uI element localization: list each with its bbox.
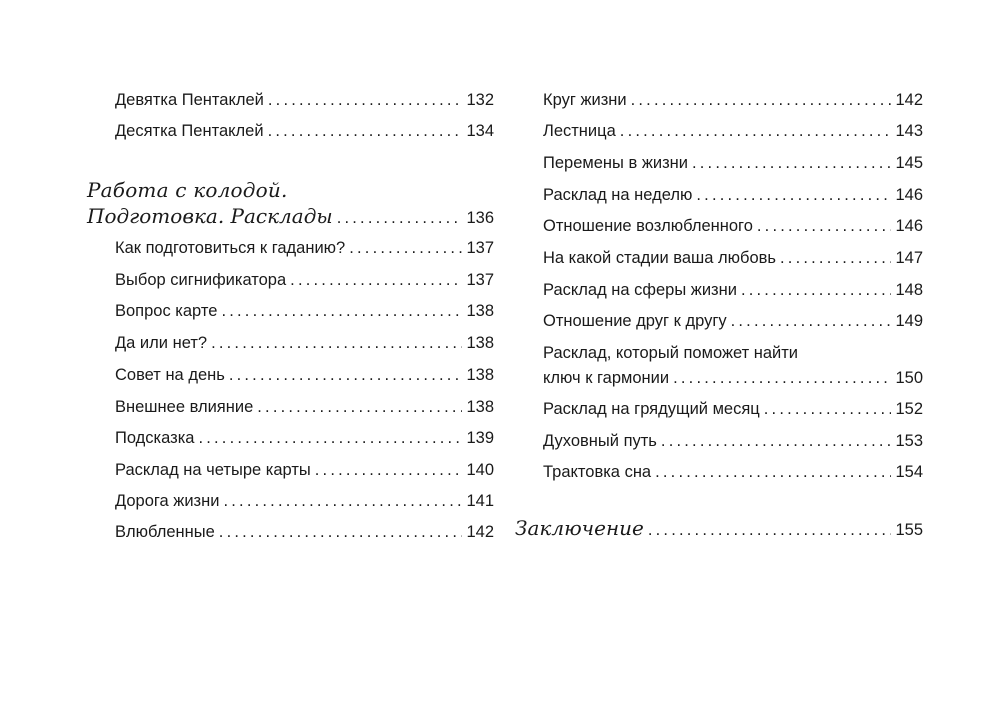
toc-entry-label: Вопрос карте	[115, 302, 218, 320]
toc-entry-label: Расклад на четыре карты	[115, 461, 311, 479]
section-title-line[interactable]	[87, 204, 494, 228]
conclusion-page: 155	[895, 521, 923, 539]
toc-entry[interactable]	[543, 121, 923, 141]
toc-entry-page: 149	[895, 312, 923, 330]
leader-dots	[198, 428, 462, 448]
toc-entry-label: Расклад на грядущий месяц	[543, 400, 760, 418]
toc-entry-page: 142	[466, 523, 494, 541]
leader-dots	[221, 301, 462, 321]
toc-entry[interactable]	[543, 153, 923, 173]
leader-dots	[741, 280, 892, 300]
toc-entry-page: 152	[895, 400, 923, 418]
toc-entry-label: Трактовка сна	[543, 463, 652, 481]
leader-dots	[315, 460, 463, 480]
toc-entry-label: Десятка Пентаклей	[115, 122, 264, 140]
leader-dots	[223, 491, 462, 511]
toc-entry-label: Подсказка	[115, 429, 195, 447]
leader-dots	[757, 216, 892, 236]
section-title-label: Подготовка. Расклады	[87, 204, 333, 228]
toc-entry-label: Дорога жизни	[115, 492, 220, 510]
conclusion-title: Заключение	[515, 516, 644, 540]
toc-entry-page: 140	[466, 461, 494, 479]
toc-entry[interactable]	[543, 280, 923, 300]
toc-entry-page: 154	[895, 463, 923, 481]
toc-entry-label: Как подготовиться к гаданию?	[115, 239, 346, 257]
toc-entry-page: 137	[466, 271, 494, 289]
toc-entry-page: 143	[895, 122, 923, 140]
toc-entry-label: Внешнее влияние	[115, 398, 254, 416]
leader-dots	[673, 368, 891, 388]
toc-entry-page: 150	[895, 369, 923, 387]
toc-entry[interactable]	[115, 90, 494, 110]
toc-entry-page: 147	[895, 249, 923, 267]
toc-entry[interactable]	[115, 301, 494, 321]
leader-dots	[290, 270, 462, 290]
toc-entry[interactable]	[115, 460, 494, 480]
leader-dots	[696, 185, 891, 205]
leader-dots	[731, 311, 892, 331]
leader-dots	[257, 397, 462, 417]
leader-dots	[337, 209, 463, 228]
toc-entry[interactable]	[115, 397, 494, 417]
toc-entry-page: 138	[466, 302, 494, 320]
toc-entry-label: Выбор сигнификатора	[115, 271, 287, 289]
toc-entry-page: 142	[895, 91, 923, 109]
leader-dots	[764, 399, 892, 419]
toc-entry-label: Расклад на неделю	[543, 186, 693, 204]
toc-entry[interactable]	[543, 399, 923, 419]
toc-entry[interactable]	[115, 491, 494, 511]
toc-entry-label: Расклад на сферы жизни	[543, 281, 737, 299]
toc-entry[interactable]	[115, 270, 494, 290]
toc-entry-label: Круг жизни	[543, 91, 627, 109]
toc-entry-page: 138	[466, 366, 494, 384]
leader-dots	[620, 121, 892, 141]
leader-dots	[219, 522, 463, 542]
toc-entry-page: 145	[895, 154, 923, 172]
toc-entry-label: Да или нет?	[115, 334, 208, 352]
toc-entry-label: Лестница	[543, 122, 616, 140]
toc-entry-label: Перемены в жизни	[543, 154, 688, 172]
toc-entry-page: 139	[466, 429, 494, 447]
toc-entry-label: Отношение возлюбленного	[543, 217, 753, 235]
section-title: Работа с колодой.	[87, 178, 288, 202]
leader-dots	[692, 153, 892, 173]
toc-entry[interactable]	[115, 428, 494, 448]
toc-entry[interactable]	[543, 311, 923, 331]
leader-dots	[211, 333, 462, 353]
toc-entry[interactable]	[115, 522, 494, 542]
toc-entry[interactable]	[543, 248, 923, 268]
conclusion-entry[interactable]	[515, 516, 923, 540]
toc-entry-label: Отношение друг к другу	[543, 312, 727, 330]
toc-entry-page: 141	[466, 492, 494, 510]
toc-entry-label: Девятка Пентаклей	[115, 91, 264, 109]
toc-entry-page: 132	[466, 91, 494, 109]
toc-entry[interactable]	[543, 216, 923, 236]
leader-dots	[349, 238, 462, 258]
toc-entry-label: На какой стадии ваша любовь	[543, 249, 777, 267]
toc-entry-label: Влюбленные	[115, 523, 215, 541]
leader-dots	[229, 365, 463, 385]
leader-dots	[268, 90, 463, 110]
toc-entry-page: 148	[895, 281, 923, 299]
leader-dots	[631, 90, 892, 110]
toc-entry[interactable]	[543, 90, 923, 110]
toc-entry-label: ключ к гармонии	[543, 369, 670, 387]
toc-entry[interactable]	[543, 368, 923, 388]
toc-entry[interactable]	[543, 431, 923, 451]
leader-dots	[268, 121, 463, 141]
toc-entry-page: 134	[466, 122, 494, 140]
toc-entry[interactable]	[115, 121, 494, 141]
toc-entry[interactable]	[115, 238, 494, 258]
toc-entry-label: Духовный путь	[543, 432, 657, 450]
leader-dots	[648, 521, 892, 540]
section-page: 136	[466, 209, 494, 227]
toc-entry[interactable]	[115, 333, 494, 353]
toc-entry-page: 146	[895, 217, 923, 235]
toc-entry-page: 153	[895, 432, 923, 450]
leader-dots	[780, 248, 891, 268]
toc-entry-page: 138	[466, 334, 494, 352]
toc-entry-label-line1: Расклад, который поможет найти	[543, 344, 799, 362]
leader-dots	[661, 431, 892, 451]
leader-dots	[655, 462, 891, 482]
toc-entry-page: 146	[895, 186, 923, 204]
toc-entry[interactable]	[115, 365, 494, 385]
toc-entry[interactable]	[543, 185, 923, 205]
toc-entry-page: 138	[466, 398, 494, 416]
toc-entry[interactable]	[543, 462, 923, 482]
toc-entry-label: Совет на день	[115, 366, 225, 384]
toc-entry-page: 137	[466, 239, 494, 257]
